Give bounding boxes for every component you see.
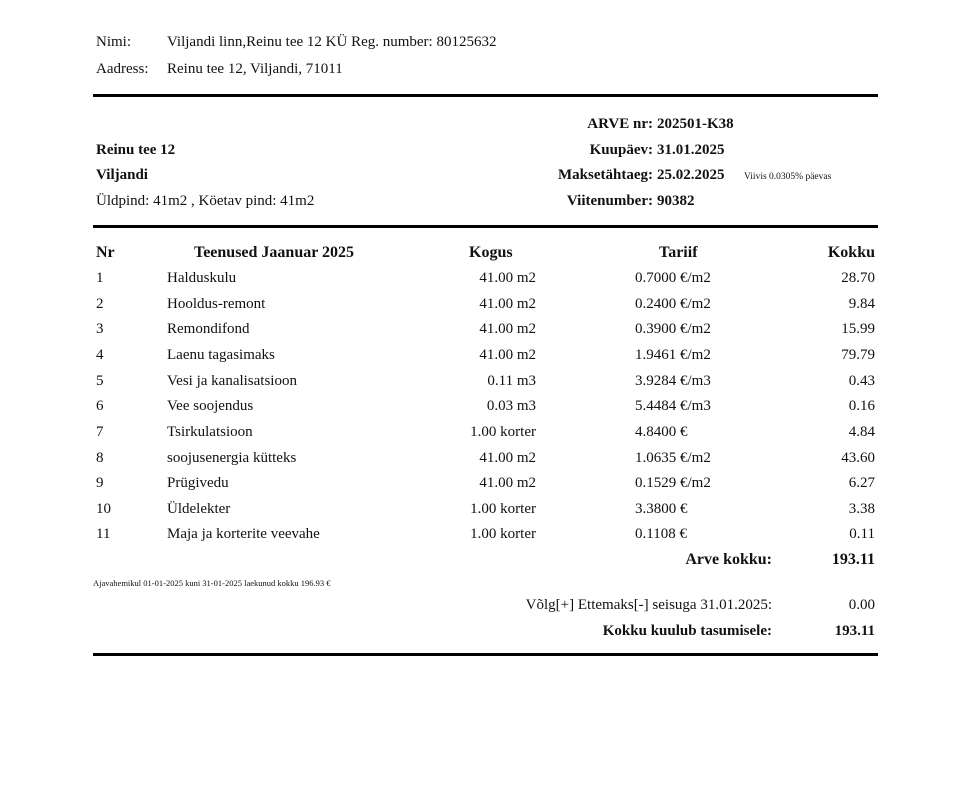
due-date-value: 25.02.2025 — [657, 167, 725, 183]
row-total: 15.99 — [841, 321, 875, 337]
table-top-divider — [93, 225, 878, 228]
invoice-date-label: Kuupäev: — [589, 142, 653, 158]
sender-name-label: Nimi: — [96, 34, 132, 50]
sender-address-value: Reinu tee 12, Viljandi, 71011 — [167, 61, 343, 77]
row-total: 28.70 — [841, 270, 875, 286]
due-date-label: Maksetähtaeg: — [558, 167, 653, 183]
table-row — [0, 296, 963, 318]
row-tariff: 4.8400 € — [635, 424, 688, 440]
row-quantity: 41.00 m2 — [479, 270, 536, 286]
row-quantity: 0.11 m3 — [487, 373, 536, 389]
recipient-city: Viljandi — [96, 167, 148, 183]
table-row — [0, 526, 963, 548]
row-service: Tsirkulatsioon — [167, 424, 253, 440]
row-total: 0.11 — [849, 526, 875, 542]
row-service: Prügivedu — [167, 475, 229, 491]
sender-name-value: Viljandi linn,Reinu tee 12 KÜ Reg. number: 80125632 — [167, 34, 497, 50]
row-service: Maja ja korterite veevahe — [167, 526, 320, 542]
table-row — [0, 475, 963, 497]
table-row — [0, 501, 963, 523]
table-row — [0, 373, 963, 395]
row-nr: 10 — [96, 501, 111, 517]
row-quantity: 41.00 m2 — [479, 347, 536, 363]
table-row — [0, 347, 963, 369]
table-row — [0, 450, 963, 472]
invoice-total-label: Arve kokku: — [685, 551, 772, 568]
row-quantity: 41.00 m2 — [479, 321, 536, 337]
reference-number-label: Viitenumber: — [566, 193, 653, 209]
header-total: Kokku — [827, 244, 875, 261]
invoice-number-value: 202501-K38 — [657, 116, 734, 132]
row-tariff: 3.3800 € — [635, 501, 688, 517]
row-nr: 7 — [96, 424, 104, 440]
row-tariff: 5.4484 €/m3 — [635, 398, 711, 414]
row-tariff: 1.0635 €/m2 — [635, 450, 711, 466]
row-nr: 2 — [96, 296, 104, 312]
row-quantity: 1.00 korter — [470, 501, 536, 517]
row-quantity: 41.00 m2 — [479, 450, 536, 466]
row-tariff: 0.1529 €/m2 — [635, 475, 711, 491]
period-payments-note: Ajavahemikul 01-01-2025 kuni 31-01-2025 laekunud kokku 196.93 € — [93, 578, 331, 588]
row-nr: 5 — [96, 373, 104, 389]
row-nr: 3 — [96, 321, 104, 337]
row-tariff: 0.3900 €/m2 — [635, 321, 711, 337]
row-service: Hooldus-remont — [167, 296, 266, 312]
row-total: 9.84 — [848, 296, 875, 312]
row-service: Vesi ja kanalisatsioon — [167, 373, 297, 389]
bottom-divider — [93, 653, 878, 656]
row-service: Vee soojendus — [167, 398, 254, 414]
row-quantity: 41.00 m2 — [479, 296, 536, 312]
debt-label: Võlg[+] Ettemaks[-] seisuga 31.01.2025: — [525, 597, 772, 613]
row-total: 3.38 — [848, 501, 875, 517]
payable-value: 193.11 — [834, 623, 875, 639]
row-total: 4.84 — [848, 424, 875, 440]
row-total: 79.79 — [841, 347, 875, 363]
row-tariff: 3.9284 €/m3 — [635, 373, 711, 389]
row-total: 0.16 — [848, 398, 875, 414]
row-nr: 4 — [96, 347, 104, 363]
table-row — [0, 270, 963, 292]
row-tariff: 0.1108 € — [635, 526, 687, 542]
row-tariff: 0.2400 €/m2 — [635, 296, 711, 312]
row-quantity: 1.00 korter — [470, 424, 536, 440]
sender-address-label: Aadress: — [96, 61, 149, 77]
row-service: Remondifond — [167, 321, 250, 337]
row-nr: 11 — [96, 526, 111, 542]
row-service: soojusenergia kütteks — [167, 450, 297, 466]
invoice-total-value: 193.11 — [831, 551, 875, 568]
row-quantity: 1.00 korter — [470, 526, 536, 542]
invoice-number-label: ARVE nr: — [587, 116, 653, 132]
table-row — [0, 424, 963, 446]
row-nr: 6 — [96, 398, 104, 414]
row-service: Laenu tagasimaks — [167, 347, 275, 363]
row-tariff: 1.9461 €/m2 — [635, 347, 711, 363]
header-tariff: Tariif — [659, 244, 698, 261]
reference-number-value: 90382 — [657, 193, 695, 209]
row-total: 0.43 — [848, 373, 875, 389]
table-row — [0, 321, 963, 343]
penalty-note: Viivis 0.0305% päevas — [744, 172, 832, 182]
header-quantity: Kogus — [469, 244, 513, 261]
table-header — [0, 244, 963, 266]
row-quantity: 0.03 m3 — [486, 398, 536, 414]
invoice-date-value: 31.01.2025 — [657, 142, 725, 158]
header-service: Teenused Jaanuar 2025 — [194, 244, 355, 261]
header-nr: Nr — [96, 244, 115, 261]
row-tariff: 0.7000 €/m2 — [635, 270, 711, 286]
debt-value: 0.00 — [848, 597, 875, 613]
row-total: 6.27 — [848, 475, 875, 491]
payable-label: Kokku kuulub tasumisele: — [602, 623, 772, 639]
recipient-street: Reinu tee 12 — [96, 142, 176, 158]
row-nr: 1 — [96, 270, 104, 286]
row-quantity: 41.00 m2 — [479, 475, 536, 491]
recipient-area: Üldpind: 41m2 , Köetav pind: 41m2 — [96, 193, 315, 209]
row-total: 43.60 — [841, 450, 875, 466]
row-nr: 8 — [96, 450, 104, 466]
row-service: Üldelekter — [167, 501, 231, 517]
row-service: Halduskulu — [167, 270, 237, 286]
table-row — [0, 398, 963, 420]
top-divider — [93, 94, 878, 97]
row-nr: 9 — [96, 475, 104, 491]
